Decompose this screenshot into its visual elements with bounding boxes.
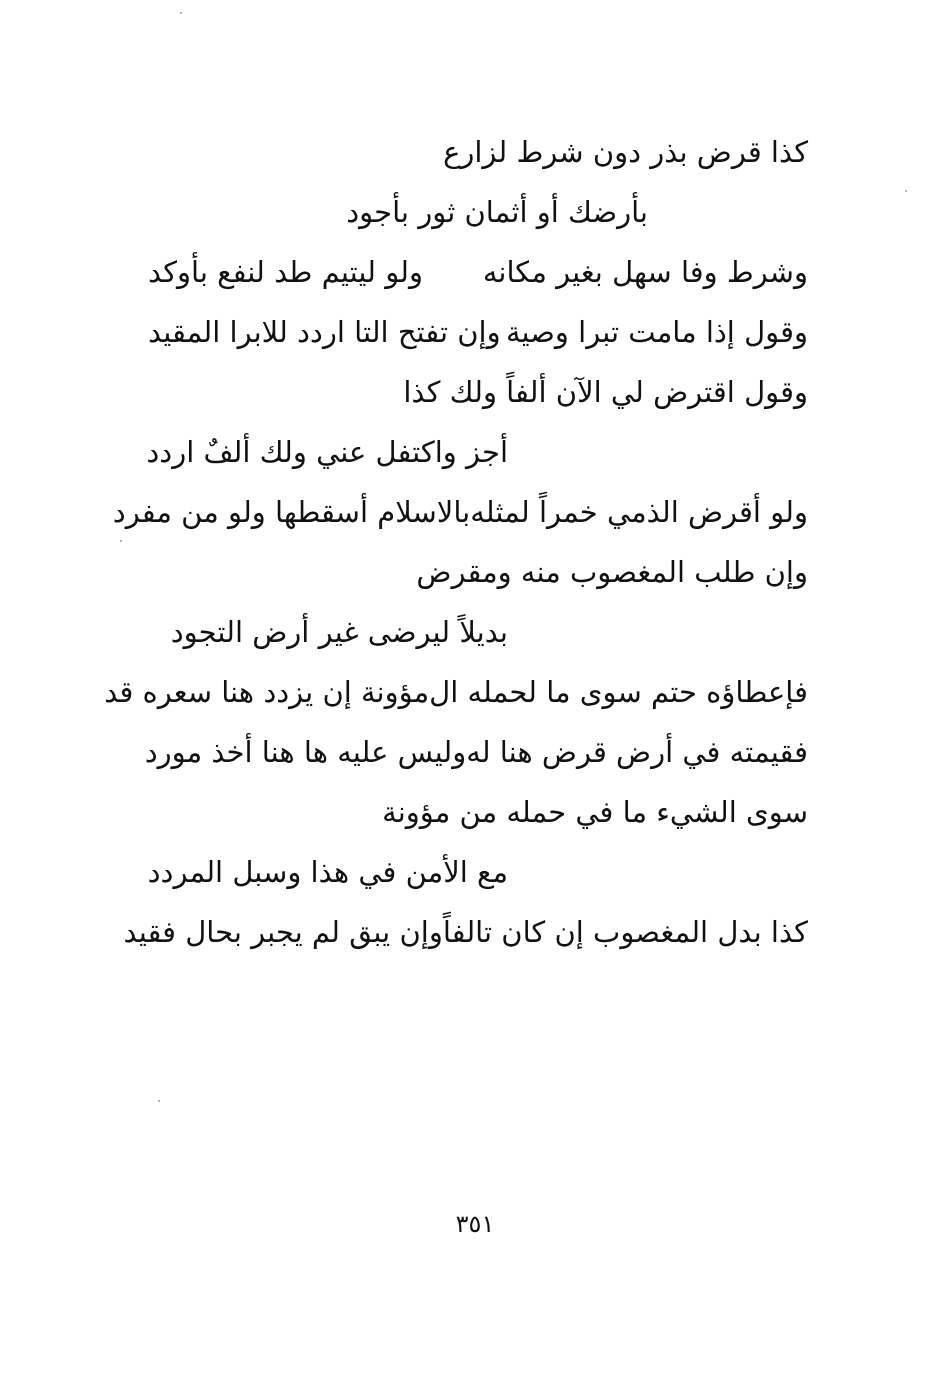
hemistich-second: مؤونة إن يزدد هنا سعره قد	[104, 675, 430, 709]
verse-line-6: أجز واكتفل عني ولك ألفٌ اردد	[146, 435, 508, 469]
paper-speck	[180, 12, 182, 14]
hemistich-second: وإن يبق لم يجبر بحال فقيد	[123, 915, 443, 949]
verse-line-1: كذا قرض بذر دون شرط لزارع	[443, 135, 808, 169]
verse-line-2: بأرضك أو أثمان ثور بأجود	[346, 195, 648, 229]
verse-line-8: وإن طلب المغصوب منه ومقرض	[416, 555, 808, 589]
paper-speck	[158, 1100, 160, 1102]
hemistich-first: كذا بدل المغصوب إن كان تالفاً	[442, 915, 808, 949]
verse-row-11	[144, 732, 808, 772]
hemistich-first: وقول إذا مامت تبرا وصية	[505, 315, 808, 349]
page-number: ٣٥١	[455, 1210, 495, 1238]
verse-line-13: مع الأمن في هذا وسبل المردد	[147, 855, 508, 889]
paper-speck	[120, 540, 122, 542]
verse-row-3	[148, 252, 808, 292]
verse-row-14	[123, 912, 808, 952]
verse-row-4	[148, 312, 808, 352]
verse-line-12: سوى الشيء ما في حمله من مؤونة	[382, 795, 808, 829]
hemistich-first: فقيمته في أرض قرض هنا له	[466, 735, 808, 769]
hemistich-second: بالاسلام أسقطها ولو من مفرد	[112, 495, 471, 529]
hemistich-first: فإعطاؤه حتم سوى ما لحمله ال	[429, 675, 808, 709]
verse-row-10	[104, 672, 808, 712]
verse-line-9: بديلاً ليرضى غير أرض التجود	[170, 615, 508, 649]
hemistich-first: ولو أقرض الذمي خمراً لمثله	[470, 495, 808, 529]
paper-speck	[905, 190, 907, 192]
hemistich-second: وإن تفتح التا اردد للابرا المقيد	[148, 315, 501, 349]
verse-line-5: وقول اقترض لي الآن ألفاً ولك كذا	[403, 375, 808, 409]
hemistich-first: وشرط وفا سهل بغير مكانه	[482, 255, 808, 289]
hemistich-second: ولو ليتيم طد لنفع بأوكد	[148, 255, 424, 289]
hemistich-second: وليس عليه ها هنا أخذ مورد	[144, 735, 467, 769]
verse-row-7	[112, 492, 808, 532]
